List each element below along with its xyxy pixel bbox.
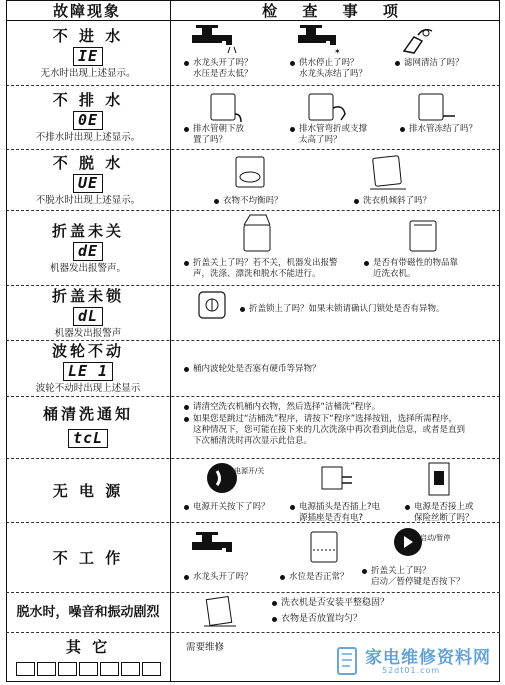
header-fault: 故障现象 [52,1,121,20]
check-item: 折盖锁上了吗？如果未锁请确认门锁处是否有异物。 [240,304,445,315]
washer-unbalanced-icon [232,153,270,191]
fault-title: 不 工 作 [52,548,124,567]
washer-magnet-icon [406,213,442,253]
check-item: 排水管冻结了吗？ [400,124,477,135]
fault-cell-no-spin [6,150,170,210]
fault-description: 不排水时出现上述显示。 [35,132,141,143]
bullet-icon [184,61,189,66]
check-item: 洗衣机是否安装平整稳固？ [272,598,389,609]
check-item: 洗衣机倾斜了吗？ [354,196,431,207]
check-item: 折盖关上了吗？ 启动／暂停键是否按下？ [362,566,465,588]
fault-cell-tub-clean [6,397,170,458]
lid-lock-icon [195,288,229,322]
bullet-icon [290,505,295,510]
fault-description: 不脱水时出现上述显示。 [35,194,141,206]
washer-lid-open-icon [240,213,276,253]
washer-hose-bent-icon [305,88,349,124]
check-item: 滤网清洁了吗？ [395,58,464,69]
washer-hose-frozen-icon [415,88,459,124]
bullet-icon [272,617,277,622]
bullet-icon [184,261,189,266]
bullet-icon [214,199,219,204]
check-item: 是否有带磁性的物品靠 近洗衣机。 [364,258,458,280]
bullet-icon [184,367,189,372]
display-segment [121,662,140,676]
table-right-border [499,0,500,682]
bullet-icon [405,505,410,510]
check-item: 水龙头开了吗？ 水压是否太低？ [184,58,253,80]
check-item: 电源是否接上或 保险丝断了吗？ [405,502,474,524]
blank-display [16,662,161,676]
display-segment [37,662,56,676]
fault-title: 无 电 源 [52,481,124,500]
check-item: 水位是否正常？ [280,572,349,583]
power-plug-icon [318,461,354,495]
check-item: 衣物不均衡吗？ [214,196,283,207]
bullet-icon [354,199,359,204]
check-item: 请清空洗衣机桶内衣物，然后选择“洁桶洗”程序。 [184,402,380,413]
filter-screen-icon [400,25,436,55]
fault-description: 机器发出报警声 [54,327,122,339]
fault-title: 桶清洗通知 [42,405,133,423]
power-button-caption: 电源开/关 [234,467,265,475]
bullet-icon [400,127,405,132]
display-segment [142,662,161,676]
watermark-logo-icon [336,646,362,678]
header-check: 检 查 事 项 [262,1,408,20]
check-item: 电源插头是否插上?电 源插座是否有电? [290,502,380,524]
table-bottom-border [6,681,500,682]
fault-title: 脱水时，噪音和振动剧烈 [16,604,160,620]
watermark-url: 52dt01.com [382,666,441,675]
faucet-frozen-icon [296,23,352,55]
error-code-display: dE [73,242,103,261]
washer-vibration-icon [200,594,240,630]
bullet-icon [272,601,277,606]
fault-cell-no-power [6,459,170,522]
washer-tilted-icon [368,153,408,191]
display-segment [79,662,98,676]
bullet-icon [184,417,189,422]
fault-title: 折盖未关 [51,221,124,240]
fault-cell-not-working [6,523,170,592]
faucet-icon [190,530,250,564]
fault-title: 折盖未锁 [51,286,124,305]
fault-description: 机器发出报警声。 [49,262,126,274]
display-segment [100,662,119,676]
error-code-display: dL [73,307,103,326]
fault-title: 不 排 水 [52,91,124,109]
check-item: 供水停止了吗？ 水龙头冻结了吗？ [290,58,367,80]
check-item: 排水管弯折或支撑 太高了吗？ [290,124,367,146]
fault-title: 不 脱 水 [52,153,124,172]
bullet-icon [364,261,369,266]
error-code-display: IE [73,47,103,66]
error-code-display: LE 1 [63,362,113,381]
check-item: 排水管朝下放 置了吗？ [184,124,244,146]
fault-description: 无水时出现上述显示。 [40,67,136,79]
bullet-icon [362,569,367,574]
bullet-icon [184,405,189,410]
fault-cell-other [6,633,170,681]
bullet-icon [395,61,400,66]
check-item: 折盖关上了吗？若不关，机器发出报警 声，洗涤、漂洗和脱水不能进行。 [184,258,338,280]
bullet-icon [240,307,245,312]
check-item: 需要维修 [186,642,225,653]
svg-text:✶: ✶ [334,47,341,55]
error-code-display: UE [73,174,103,193]
error-code-display: tcL [68,429,108,448]
fault-cell-no-drain [6,86,170,149]
bullet-icon [290,127,295,132]
fault-cell-pulsator-stuck [6,341,170,396]
check-item: 如果您是跳过“洁桶洗”程序，请按下“程序”选择按钮，选择所需程序， 这种情况下，您可能在接下来的几次洗涤中再次看到此信息，或者是直到 下次桶清洗时再次显示此信息。 [184,414,465,447]
bullet-icon [290,61,295,66]
fault-cell-lid-unlocked [6,286,170,340]
fault-cell-spin-noise [6,593,170,632]
bullet-icon [184,505,189,510]
check-item: 衣物是否放置均匀？ [272,614,362,625]
start-pause-caption: 启动/暂停 [420,534,451,542]
display-segment [58,662,77,676]
washer-water-level-icon [305,526,345,566]
check-item: 电源开关按下了吗？ [184,502,270,513]
fault-title: 其 它 [65,638,111,656]
fault-title: 波轮不动 [51,342,124,360]
fault-title: 不 进 水 [52,26,124,45]
fault-cell-lid-open [6,211,170,285]
bullet-icon [280,575,285,580]
washer-drain-hose-icon [205,88,245,124]
bullet-icon [184,575,189,580]
error-code-display: 0E [73,111,103,130]
check-item: 水龙头开了吗？ [184,572,253,583]
display-segment [16,662,35,676]
fault-cell-no-water-in [6,21,170,85]
fuse-box-icon [425,461,455,497]
table-divider [170,0,171,682]
check-item: 桶内波轮处是否塞有硬币等异物？ [184,364,321,375]
watermark-text: 家电维修资料网 [365,648,491,668]
fault-description: 波轮不动时出现上述显示 [35,383,141,394]
faucet-icon [190,23,250,55]
bullet-icon [184,127,189,132]
